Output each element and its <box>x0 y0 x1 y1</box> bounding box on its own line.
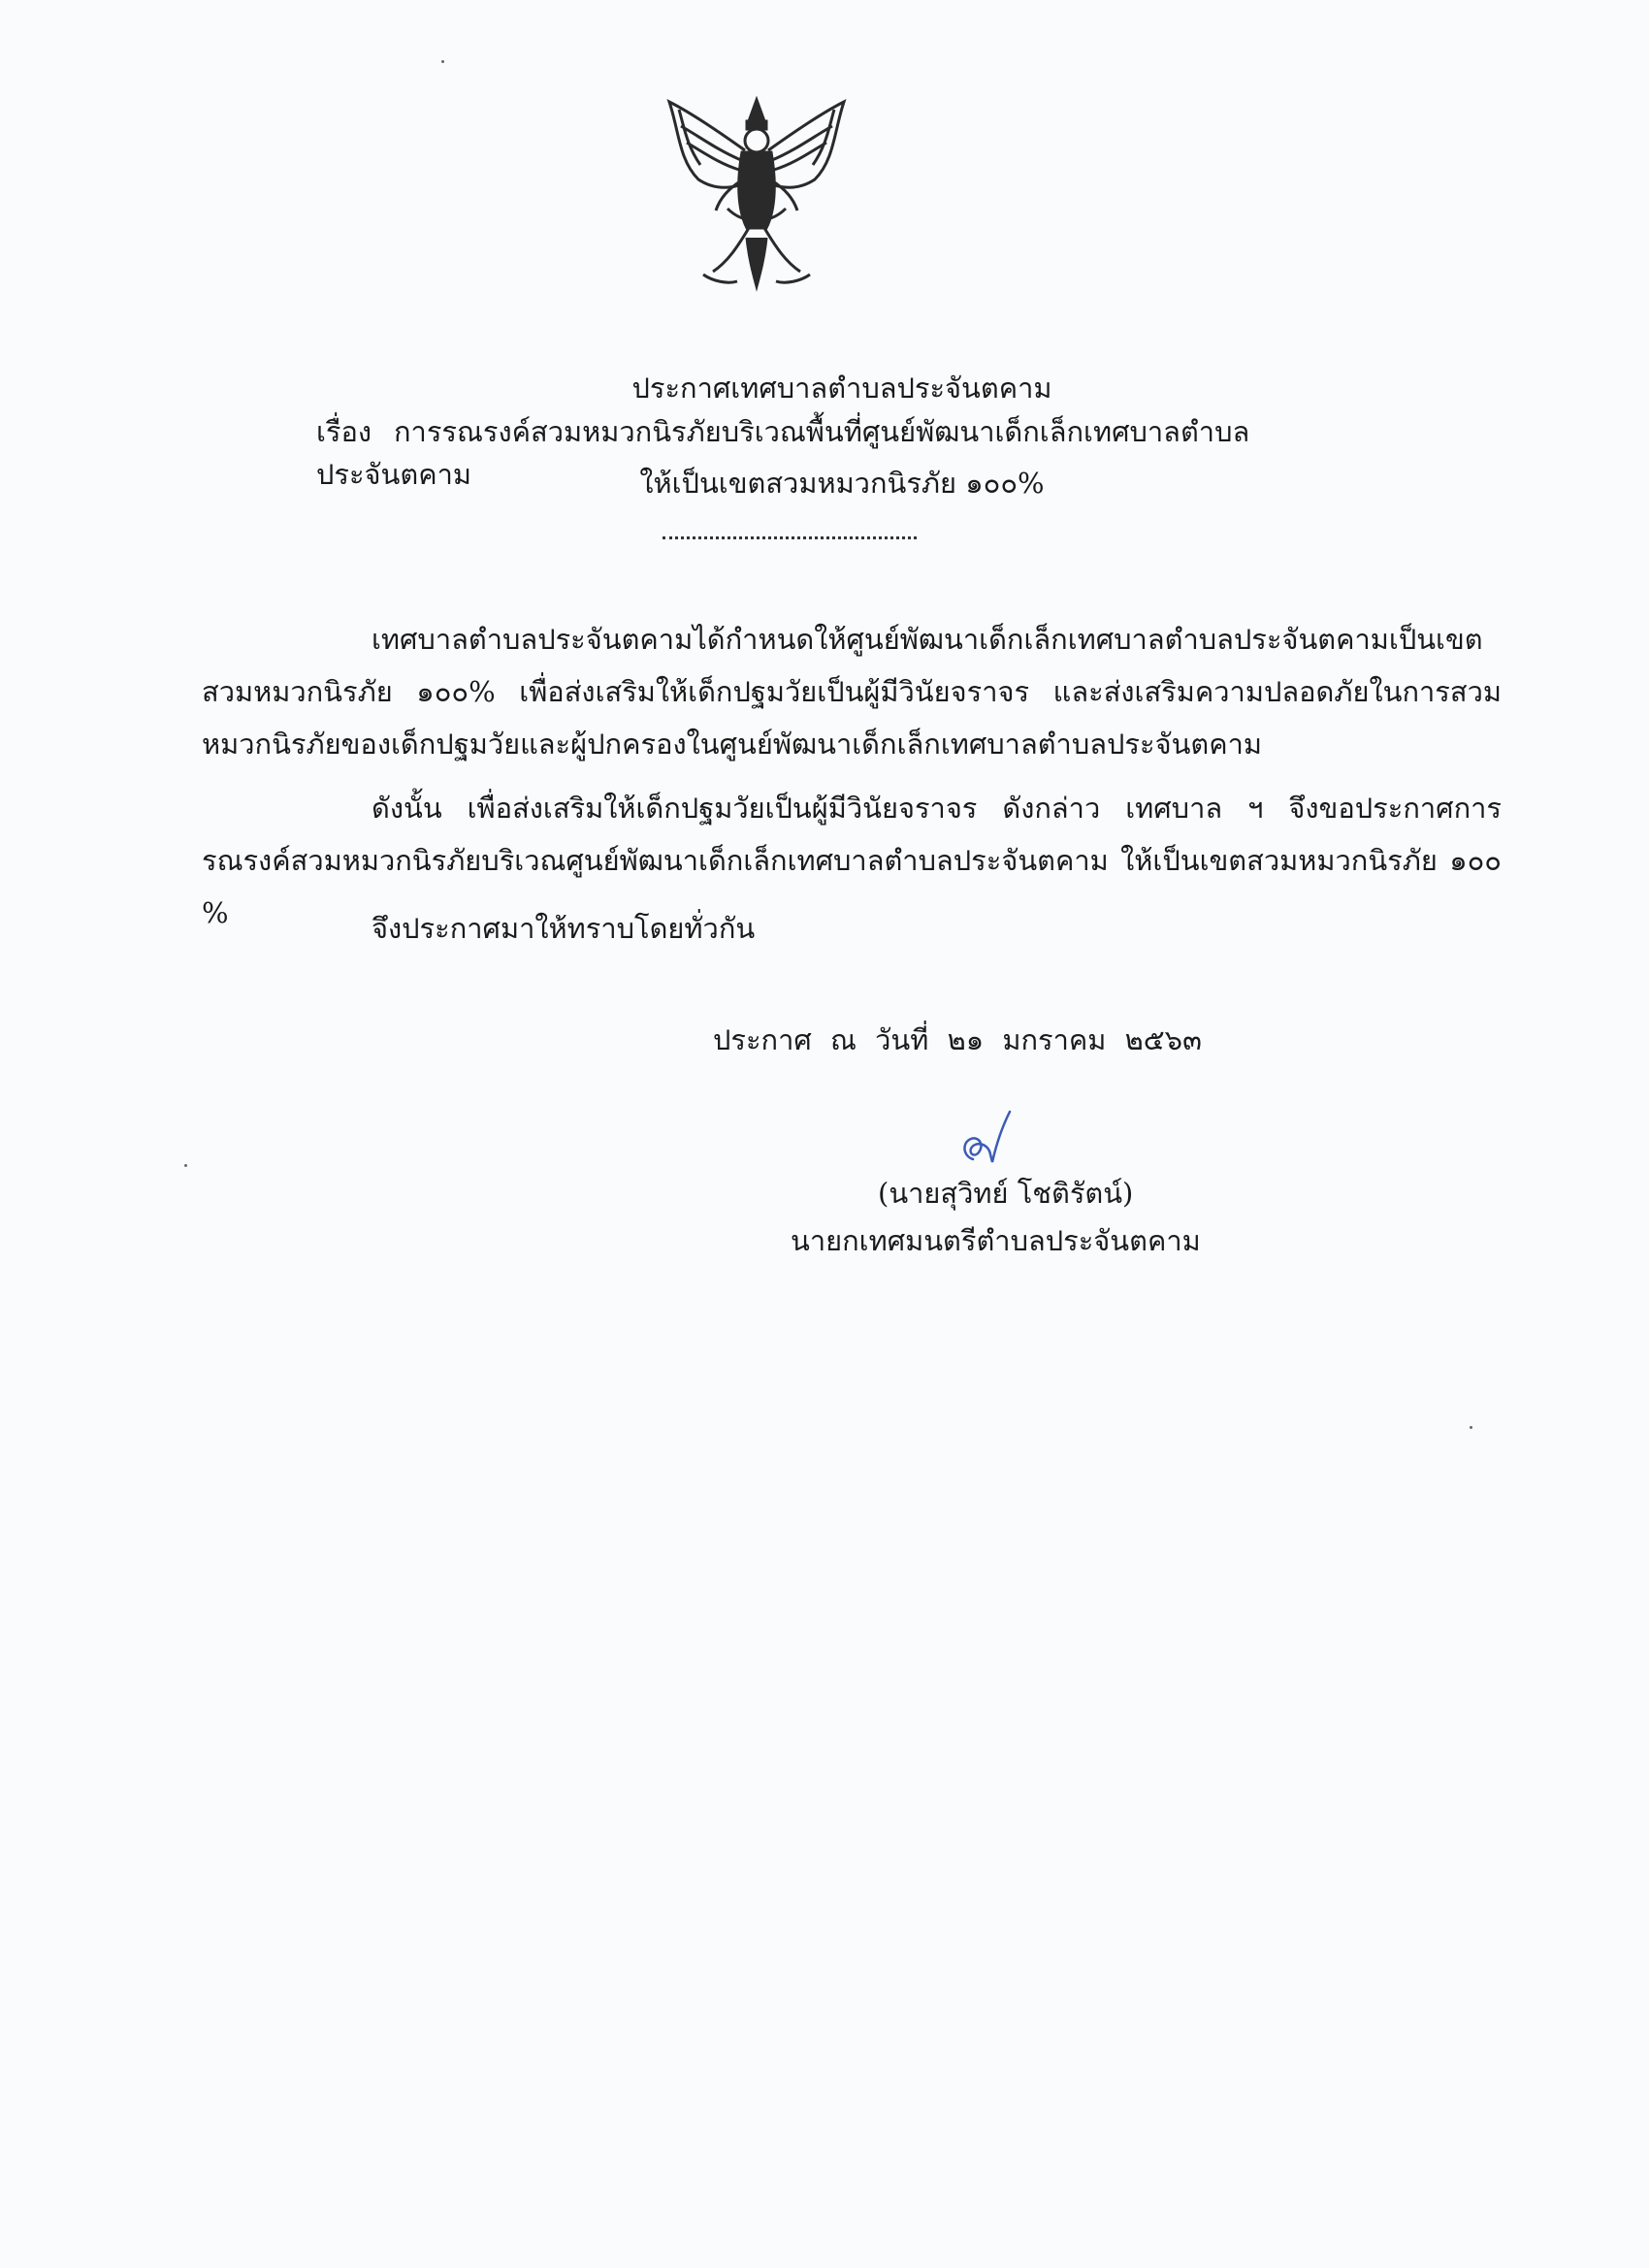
scan-speck <box>1470 1426 1472 1429</box>
subject-line-2: ให้เป็นเขตสวมหมวกนิรภัย ๑๐๐% <box>639 467 1045 500</box>
paragraph-1-text: เทศบาลตำบลประจันตคามได้กำหนดให้ศูนย์พัฒนาเด็กเล็กเทศบาลตำบลประจันตคามเป็นเขตสวมหมวกนิรภัย ๑๐๐% เพื่อส่งเสริมให้เด็กปฐมวัยเป็นผู้มีวินัยจราจร และส่งเสริมความปลอดภัยในการสวมหมวกนิรภัยของเด็กปฐมวัยและผู้ปกครองในศูนย์พัฒนาเด็กเล็กเทศบาลตำบลประจันตคาม <box>202 623 1502 761</box>
announcement-date: ประกาศ ณ วันที่ ๒๑ มกราคม ๒๕๖๓ <box>713 1023 1202 1056</box>
garuda-emblem-icon <box>660 92 854 296</box>
scan-speck <box>441 60 444 63</box>
title-divider <box>663 536 917 539</box>
paragraph-3: จึงประกาศมาให้ทราบโดยทั่วกัน <box>372 912 756 945</box>
paragraph-1 <box>202 613 1502 770</box>
scan-speck <box>184 1164 187 1167</box>
paragraph-2-text: ดังนั้น เพื่อส่งเสริมให้เด็กปฐมวัยเป็นผู้มีวินัยจราจร ดังกล่าว เทศบาล ฯ จึงขอประกาศการรณรงค์สวมหมวกนิรภัยบริเวณศูนย์พัฒนาเด็กเล็กเทศบาลตำบลประจันตคาม ให้เป็นเขตสวมหมวกนิรภัย ๑๐๐ % <box>202 792 1502 929</box>
subject-label: เรื่อง <box>316 415 372 448</box>
signer-name: (นายสุวิทย์ โชติรัตน์) <box>878 1177 1134 1210</box>
announcement-title: ประกาศเทศบาลตำบลประจันตคาม <box>631 372 1052 405</box>
signer-position: นายกเทศมนตรีตำบลประจันตคาม <box>791 1224 1201 1257</box>
subject-line-1: การรณรงค์สวมหมวกนิรภัยบริเวณพื้นที่ศูนย์พัฒนาเด็กเล็กเทศบาลตำบลประจันตคาม <box>316 415 1250 491</box>
